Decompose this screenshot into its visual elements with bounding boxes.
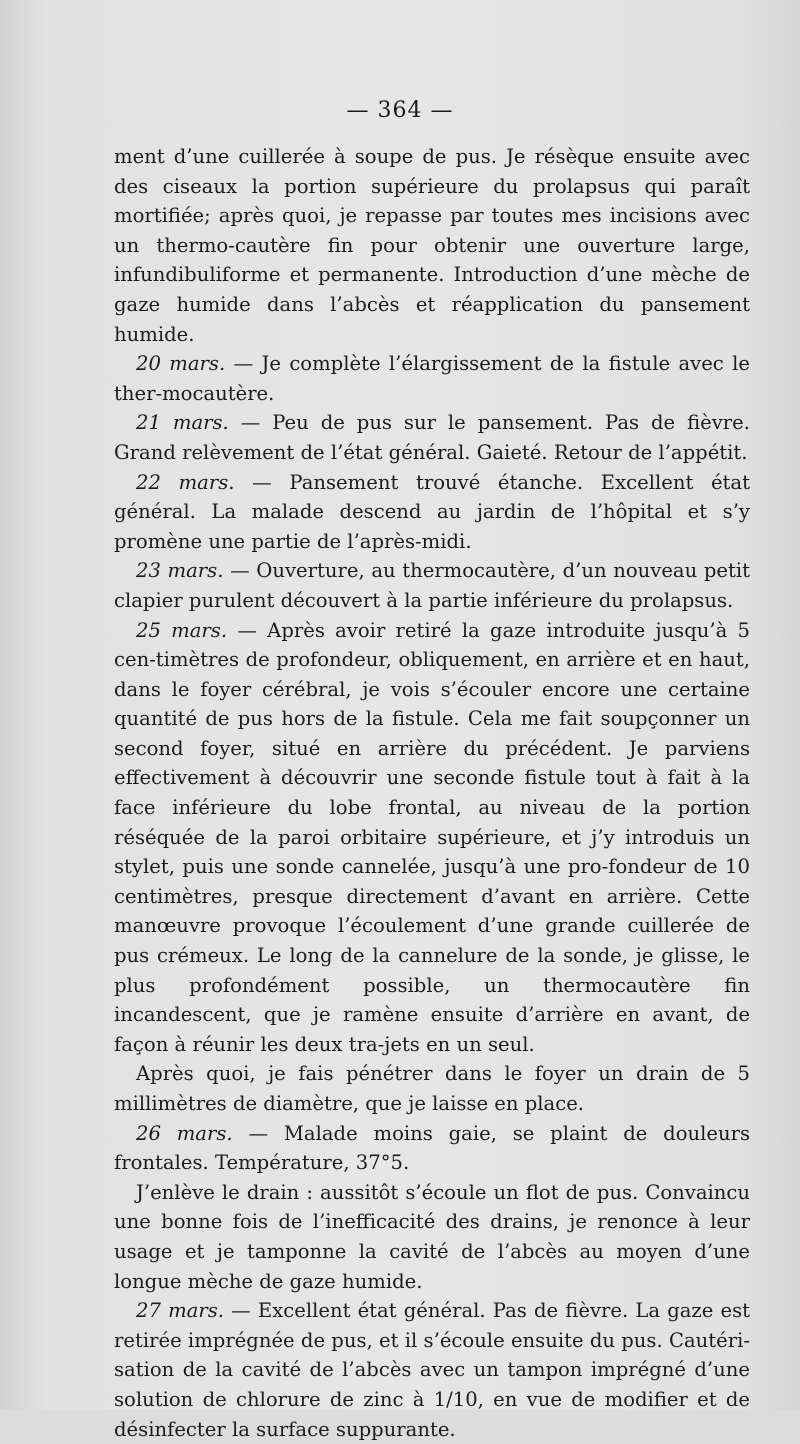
entry-text: — Je complète l’élargissement de la fistule avec le ther-mocautère. xyxy=(114,352,750,405)
paragraph-continuation xyxy=(114,142,750,349)
entry-date: 27 mars. xyxy=(136,1299,224,1323)
entry-date: 26 mars. xyxy=(136,1121,233,1145)
paragraph-drain xyxy=(114,1059,750,1118)
entry-27-mars xyxy=(114,1296,750,1444)
entry-date: 22 mars. xyxy=(136,470,235,494)
entry-text: — Pansement trouvé étanche. Excellent état général. La malade descend au jardin de l’hôpital et s’y promène une partie de l’après-midi. xyxy=(114,470,750,553)
entry-text: — Excellent état général. Pas de fièvre. La gaze est retirée imprégnée de pus, et il s’écoule ensuite du pus. Cautéri-sation de la cavité de l’abcès avec un tampon imprégné d’une solution de chlorure de zinc à 1/10, en vue de modifier et de désinfecter la surface suppurante. xyxy=(114,1299,751,1441)
entry-21-mars xyxy=(114,408,750,467)
entry-text: — Peu de pus sur le pansement. Pas de fièvre. Grand relèvement de l’état général. Gaieté. Retour de l’appétit. xyxy=(114,411,750,464)
entry-25-mars xyxy=(114,616,750,1060)
entry-20-mars xyxy=(114,349,750,408)
paragraph-enleve-drain xyxy=(114,1178,750,1296)
page-number: — 364 — xyxy=(346,98,454,123)
entry-date: 20 mars. xyxy=(136,352,226,376)
entry-date: 25 mars. xyxy=(136,618,228,642)
paragraph-text: ment d’une cuillerée à soupe de pus. Je résèque ensuite avec des ciseaux la portion supérieure du prolapsus qui paraît mortifiée; après quoi, je repasse par toutes mes incisions avec un thermo-cautère fin pour obtenir une ouverture large, infundibuliforme et permanente. Introduction d’une mèche de gaze humide dans l’abcès et réapplication du pansement humide. xyxy=(114,145,750,346)
entry-date: 21 mars. xyxy=(136,411,229,435)
paragraph-text: J’enlève le drain : aussitôt s’écoule un flot de pus. Convaincu une bonne fois de l’inefficacité des drains, je renonce à leur usage et je tamponne la cavité de l’abcès au moyen d’une longue mèche de gaze humide. xyxy=(114,1180,750,1293)
entry-date: 23 mars. xyxy=(136,559,224,583)
entry-text: — Malade moins gaie, se plaint de douleurs frontales. Température, 37°5. xyxy=(114,1121,751,1175)
entry-text: — Après avoir retiré la gaze introduite jusqu’à 5 cen-timètres de profondeur, obliquement, en arrière et en haut, dans le foyer cérébral, je vois s’écouler encore une certaine quantité de pus hors de la fistule. Cela me fait soupçonner un second foyer, situé en arrière du précédent. Je parviens effectivement à découvrir une seconde fistule tout à fait à la face inférieure du lobe frontal, au niveau de la portion réséquée de la paroi orbitaire supérieure, et j’y introduis un stylet, puis une sonde cannelée, jusqu’à une pro-fondeur de 10 centimètres, presque directement d’avant en arrière. Cette manœuvre provoque l’écoulement d’une grande cuillerée de pus crémeux. Le long de la cannelure de la sonde, je glisse, le plus profondément possible, un thermocautère fin incandescent, que je ramène ensuite d’arrière en avant, de façon à réunir les deux tra-jets en un seul. xyxy=(114,618,751,1056)
entry-23-mars xyxy=(114,556,750,615)
entry-26-mars xyxy=(114,1119,750,1178)
body-text xyxy=(114,142,750,1444)
entry-text: — Ouverture, au thermocautère, d’un nouveau petit clapier purulent découvert à la partie inférieure du prolapsus. xyxy=(114,559,751,612)
paragraph-text: Après quoi, je fais pénétrer dans le foyer un drain de 5 millimètres de diamètre, que je laisse en place. xyxy=(114,1062,750,1115)
entry-22-mars xyxy=(114,468,750,557)
